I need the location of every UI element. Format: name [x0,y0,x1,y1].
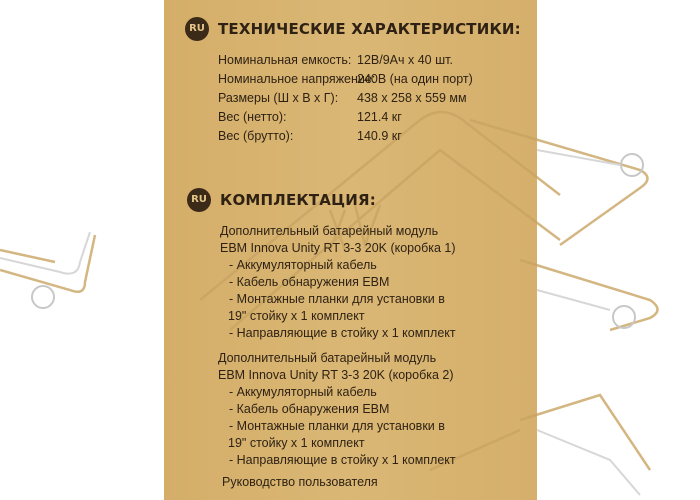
spec-label: Размеры (Ш х В х Г): [218,91,339,105]
ru-badge: RU [185,17,209,41]
spec-label: Вес (брутто): [218,129,294,143]
list-item: - Кабель обнаружения EBM [229,402,390,416]
list-item: 19" стойку х 1 комплект [228,436,365,450]
ru-badge: RU [187,188,211,212]
list-item: - Монтажные планки для установки в [229,419,445,433]
specs-title: ТЕХНИЧЕСКИЕ ХАРАКТЕРИСТИКИ: [218,20,521,38]
spec-value: 240В (на один порт) [357,72,473,86]
spec-label: Вес (нетто): [218,110,287,124]
list-item: - Аккумуляторный кабель [229,258,377,272]
box1-title: Дополнительный батарейный модуль [220,224,439,238]
package-title: КОМПЛЕКТАЦИЯ: [220,191,376,209]
box1-model: EBM Innova Unity RT 3-3 20K (коробка 1) [220,241,456,255]
list-item: - Монтажные планки для установки в [229,292,445,306]
list-item: - Кабель обнаружения EBM [229,275,390,289]
manual-item: Руководство пользователя [222,475,378,489]
list-item: - Направляющие в стойку х 1 комплект [229,326,456,340]
list-item: - Аккумуляторный кабель [229,385,377,399]
spec-value: 140.9 кг [357,129,402,143]
box2-title: Дополнительный батарейный модуль [218,351,437,365]
spec-value: 12В/9Ач х 40 шт. [357,53,453,67]
spec-value: 121.4 кг [357,110,402,124]
spec-value: 438 x 258 x 559 мм [357,91,467,105]
spec-label: Номинальное напряжение: [218,72,376,86]
box2-model: EBM Innova Unity RT 3-3 20K (коробка 2) [218,368,454,382]
spec-label: Номинальная емкость: [218,53,352,67]
list-item: - Направляющие в стойку х 1 комплект [229,453,456,467]
list-item: 19" стойку х 1 комплект [228,309,365,323]
